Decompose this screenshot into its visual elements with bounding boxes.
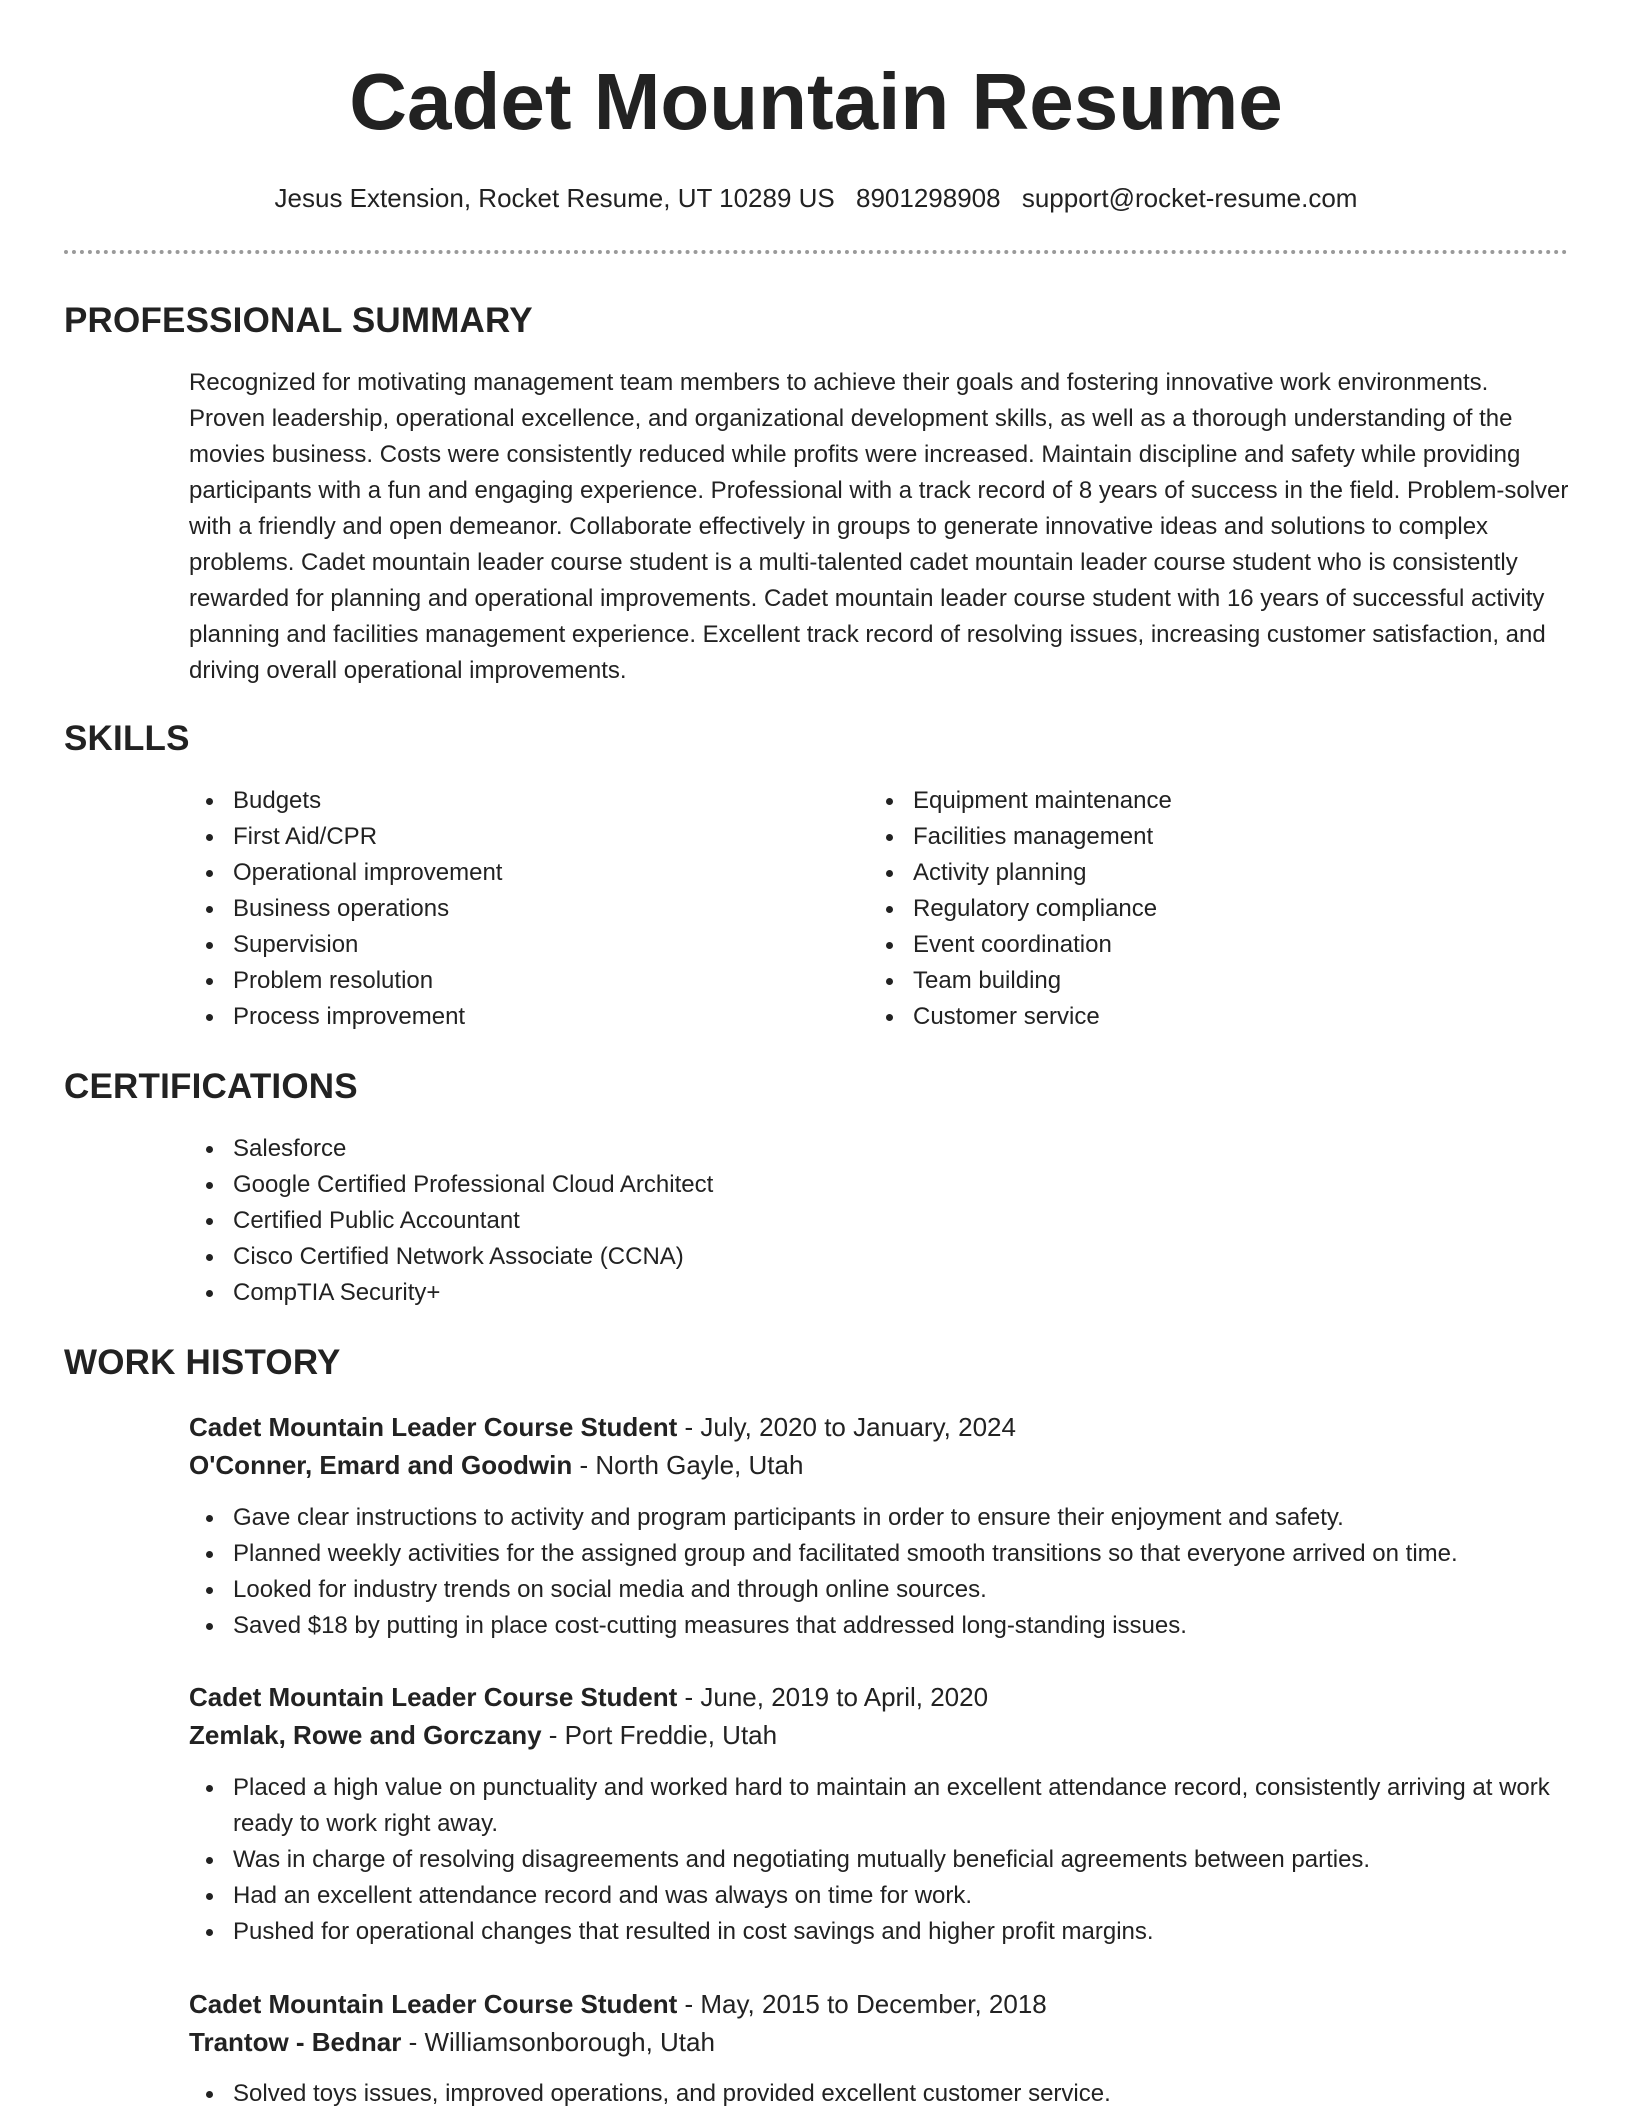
- skill-item: Activity planning: [869, 855, 1509, 891]
- job-dates: - July, 2020 to January, 2024: [677, 1412, 1016, 1442]
- header-divider: [64, 250, 1568, 254]
- summary-text: Recognized for motivating management team members to achieve their goals and fostering innovative work environments. Proven leadership, operational excellence, and organizational development skills, as well as a thorough understanding of the movies business. Costs were consistently reduced while profits were increased. Maintain discipline and safety while providing participants with a fun and engaging experience. Professional with a track record of 8 years of success in the field. Problem-solver with a friendly and open demeanor. Collaborate effectively in groups to generate innovative ideas and solutions to complex problems. Cadet mountain leader course student is a multi-talented cadet mountain leader course student who is consistently rewarded for planning and operational improvements. Cadet mountain leader course student with 16 years of successful activity planning and facilities management experience. Excellent track record of resolving issues, increasing customer satisfaction, and driving overall operational improvements.: [189, 369, 1569, 684]
- skill-item: Process improvement: [189, 999, 829, 1035]
- resume-title: Cadet Mountain Resume: [349, 57, 1283, 146]
- skills-list-left: [189, 783, 829, 1035]
- job-title: Cadet Mountain Leader Course Student: [189, 1682, 678, 1712]
- job-location: - Williamsonborough, Utah: [401, 2027, 715, 2057]
- job-dates: - May, 2015 to December, 2018: [677, 1989, 1047, 2019]
- skills-list-right: [869, 783, 1509, 1035]
- summary-heading: PROFESSIONAL SUMMARY: [64, 301, 533, 340]
- skill-item: Event coordination: [869, 927, 1509, 963]
- job-title-line: [189, 1678, 988, 1716]
- job-duties-list: [189, 2076, 1569, 2112]
- job-location: - North Gayle, Utah: [572, 1450, 804, 1480]
- job-duty: Was in charge of resolving disagreements and negotiating mutually beneficial agreements between parties.: [189, 1842, 1569, 1878]
- skills-heading: SKILLS: [64, 719, 190, 758]
- job-duty: Pushed for operational changes that resulted in cost savings and higher profit margins.: [189, 1914, 1569, 1950]
- certification-item: Salesforce: [189, 1131, 1489, 1167]
- contact-info: [0, 180, 1632, 216]
- job-duty: Had an excellent attendance record and was always on time for work.: [189, 1878, 1569, 1914]
- job-company-line: [189, 2023, 715, 2061]
- skill-item: Business operations: [189, 891, 829, 927]
- job-company-line: [189, 1446, 803, 1484]
- certification-item: CompTIA Security+: [189, 1275, 1489, 1311]
- job-company: Trantow - Bednar: [189, 2027, 402, 2057]
- job-duty: Placed a high value on punctuality and worked hard to maintain an excellent attendance record, consistently arriving at work ready to work right away.: [189, 1770, 1569, 1842]
- skill-item: Operational improvement: [189, 855, 829, 891]
- job-duty: Solved toys issues, improved operations, and provided excellent customer service.: [189, 2076, 1569, 2112]
- job-duty: Looked for industry trends on social media and through online sources.: [189, 1572, 1569, 1608]
- certifications-heading: CERTIFICATIONS: [64, 1067, 358, 1106]
- job-duties-list: [189, 1500, 1569, 1644]
- skill-item: Equipment maintenance: [869, 783, 1509, 819]
- skill-item: Regulatory compliance: [869, 891, 1509, 927]
- job-duty: Gave clear instructions to activity and program participants in order to ensure their enjoyment and safety.: [189, 1500, 1569, 1536]
- job-company: Zemlak, Rowe and Gorczany: [189, 1720, 542, 1750]
- job-title-line: [189, 1408, 1016, 1446]
- job-duty: Planned weekly activities for the assigned group and facilitated smooth transitions so that everyone arrived on time.: [189, 1536, 1569, 1572]
- skill-item: Supervision: [189, 927, 829, 963]
- skill-item: Facilities management: [869, 819, 1509, 855]
- job-duties-list: [189, 1770, 1569, 1950]
- job-title-line: [189, 1985, 1047, 2023]
- certification-item: Cisco Certified Network Associate (CCNA): [189, 1239, 1489, 1275]
- work-history-heading: WORK HISTORY: [64, 1343, 341, 1382]
- skill-item: Problem resolution: [189, 963, 829, 999]
- certification-item: Google Certified Professional Cloud Architect: [189, 1167, 1489, 1203]
- job-company: O'Conner, Emard and Goodwin: [189, 1450, 573, 1480]
- job-title: Cadet Mountain Leader Course Student: [189, 1989, 678, 2019]
- job-location: - Port Freddie, Utah: [541, 1720, 778, 1750]
- skill-item: Team building: [869, 963, 1509, 999]
- contact-phone: 8901298908: [856, 183, 1001, 213]
- job-dates: - June, 2019 to April, 2020: [677, 1682, 989, 1712]
- certifications-list: [189, 1131, 1489, 1311]
- job-duty: Saved $18 by putting in place cost-cutting measures that addressed long-standing issues.: [189, 1608, 1569, 1644]
- job-title: Cadet Mountain Leader Course Student: [189, 1412, 678, 1442]
- contact-address: Jesus Extension, Rocket Resume, UT 10289 US: [274, 183, 835, 213]
- skill-item: First Aid/CPR: [189, 819, 829, 855]
- contact-email: support@rocket-resume.com: [1021, 183, 1358, 213]
- certification-item: Certified Public Accountant: [189, 1203, 1489, 1239]
- skill-item: Budgets: [189, 783, 829, 819]
- skill-item: Customer service: [869, 999, 1509, 1035]
- job-company-line: [189, 1716, 777, 1754]
